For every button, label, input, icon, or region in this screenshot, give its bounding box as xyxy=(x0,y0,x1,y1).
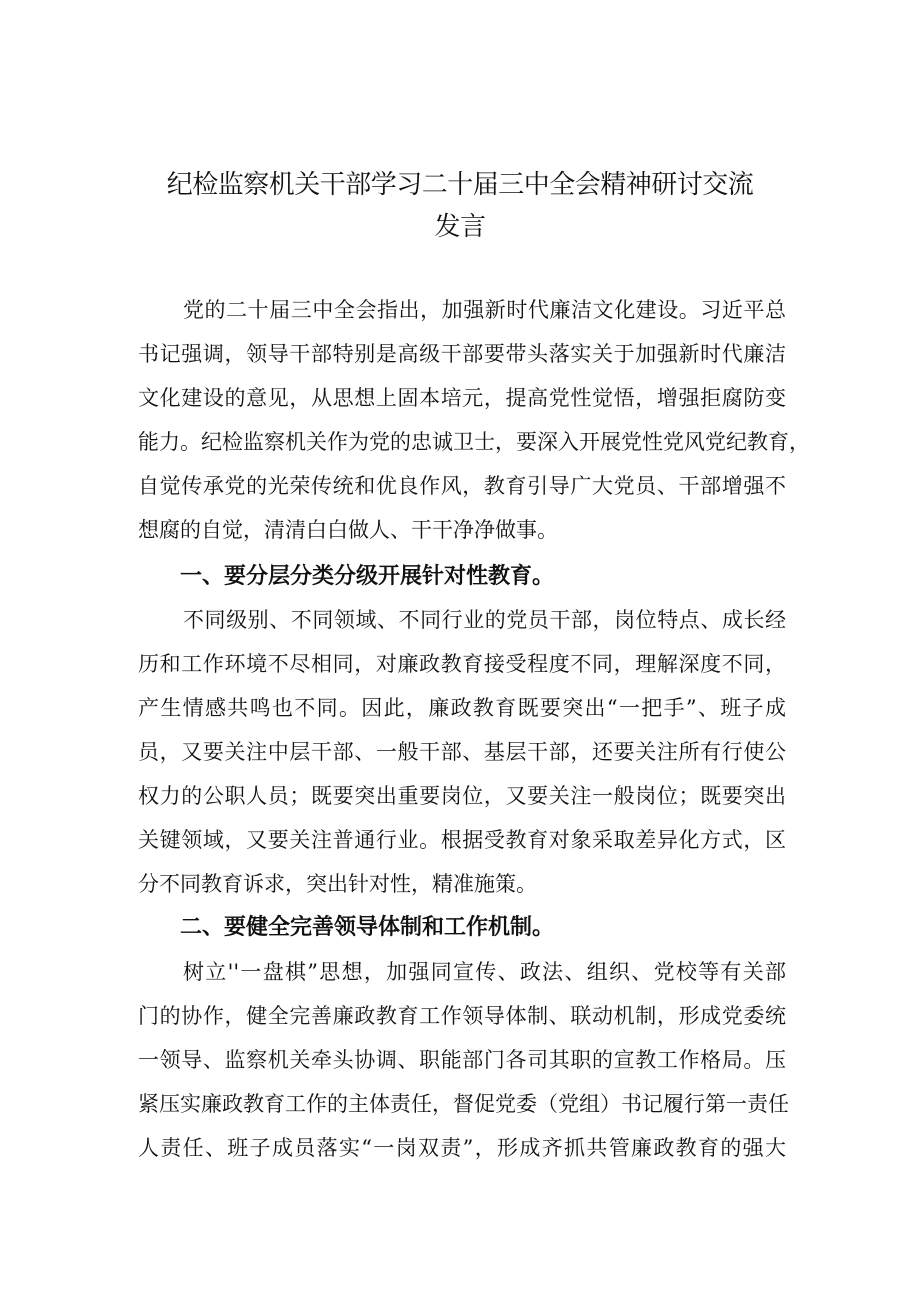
paragraph-2-line-3: 产生情感共鸣也不同。因此，廉政教育既要突出“一把手”、班子成 xyxy=(138,696,786,720)
document-title-line-2: 发言 xyxy=(434,212,486,242)
paragraph-3-line-3: 一领导、监察机关牵头协调、职能部门各司其职的宣教工作格局。压 xyxy=(138,1048,786,1072)
paragraph-1-line-1: 党的二十届三中全会指出，加强新时代廉洁文化建设。习近平总 xyxy=(183,298,786,322)
paragraph-2-line-1: 不同级别、不同领域、不同行业的党员干部，岗位特点、成长经 xyxy=(183,608,786,632)
section-heading-2: 二、要健全完善领导体制和工作机制。 xyxy=(180,915,555,940)
paragraph-2-line-6: 关键领域，又要关注普通行业。根据受教育对象采取差异化方式，区 xyxy=(138,828,786,852)
paragraph-2-line-7: 分不同教育诉求，突出针对性，精准施策。 xyxy=(138,872,537,896)
paragraph-3-line-4: 紧压实廉政教育工作的主体责任，督促党委（党组）书记履行第一责任 xyxy=(138,1092,789,1116)
paragraph-3-line-1: 树立''一盘棋”思想，加强同宣传、政法、组织、党校等有关部 xyxy=(183,960,786,984)
paragraph-2-line-5: 权力的公职人员；既要突出重要岗位，又要关注一般岗位；既要突出 xyxy=(138,784,786,808)
paragraph-2-line-2: 历和工作环境不尽相同，对廉政教育接受程度不同，理解深度不同， xyxy=(138,652,786,676)
document-title-line-1: 纪检监察机关干部学习二十届三中全会精神研讨交流 xyxy=(166,170,754,200)
paragraph-3-line-5: 人责任、班子成员落实“一岗双责”，形成齐抓共管廉政教育的强大 xyxy=(138,1136,786,1160)
paragraph-1-line-5: 自觉传承党的光荣传统和优良作风，教育引导广大党员、干部增强不 xyxy=(138,474,786,498)
section-heading-1: 一、要分层分类分级开展针对性教育。 xyxy=(180,564,555,589)
paragraph-1-line-4: 能力。纪检监察机关作为党的忠诚卫士，要深入开展党性党风党纪教育， xyxy=(138,430,810,454)
paragraph-1-line-3: 文化建设的意见，从思想上固本培元，提高党性觉悟，增强拒腐防变 xyxy=(138,386,786,410)
paragraph-1-line-2: 书记强调，领导干部特别是高级干部要带头落实关于加强新时代廉洁 xyxy=(138,342,786,366)
paragraph-2-line-4: 员，又要关注中层干部、一般干部、基层干部，还要关注所有行使公 xyxy=(138,740,786,764)
paragraph-3-line-2: 门的协作，健全完善廉政教育工作领导体制、联动机制，形成党委统 xyxy=(138,1004,786,1028)
paragraph-1-line-6: 想腐的自觉，清清白白做人、干干净净做事。 xyxy=(138,518,558,542)
